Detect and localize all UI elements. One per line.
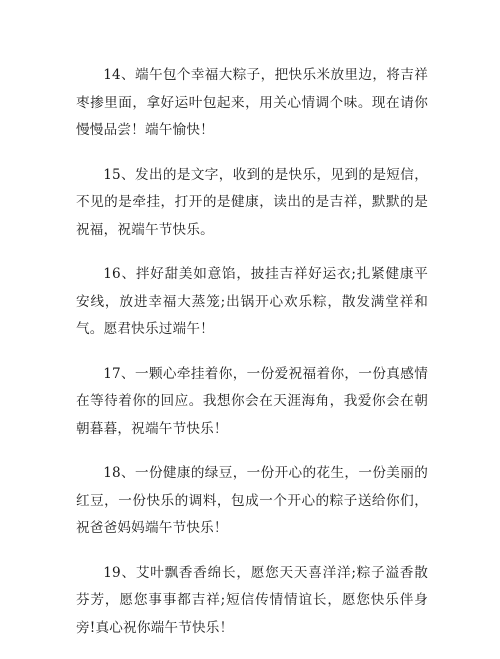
paragraph-19: 19、艾叶飘香香绵长，愿您天天喜洋洋;粽子溢香散芬芳，愿您事事都吉祥;短信传情情谊长，愿您快乐伴身旁!真心祝你端午节快乐！ <box>76 564 428 636</box>
paragraph-15: 15、发出的是文字，收到的是快乐，见到的是短信，不见的是牵挂，打开的是健康，读出的是吉祥，默默的是祝福，祝端午节快乐。 <box>76 166 428 238</box>
paragraph-14: 14、端午包个幸福大粽子，把快乐米放里边，将吉祥枣掺里面，拿好运叶包起来，用关心情调个味。现在请你慢慢品尝！端午愉快！ <box>76 67 428 138</box>
paragraph-16: 16、拌好甜美如意馅，披挂吉祥好运衣;扎紧健康平安线，放进幸福大蒸笼;出锅开心欢乐粽，散发满堂祥和气。愿君快乐过端午！ <box>76 266 428 337</box>
paragraph-17: 17、一颗心牵挂着你，一份爱祝福着你，一份真感情在等待着你的回应。我想你会在天涯海角，我爱你会在朝朝暮暮，祝端午节快乐！ <box>76 365 428 437</box>
paragraph-18: 18、一份健康的绿豆，一份开心的花生，一份美丽的红豆，一份快乐的调料，包成一个开心的粽子送给你们，祝爸爸妈妈端午节快乐！ <box>76 465 428 536</box>
document-body <box>76 62 428 659</box>
